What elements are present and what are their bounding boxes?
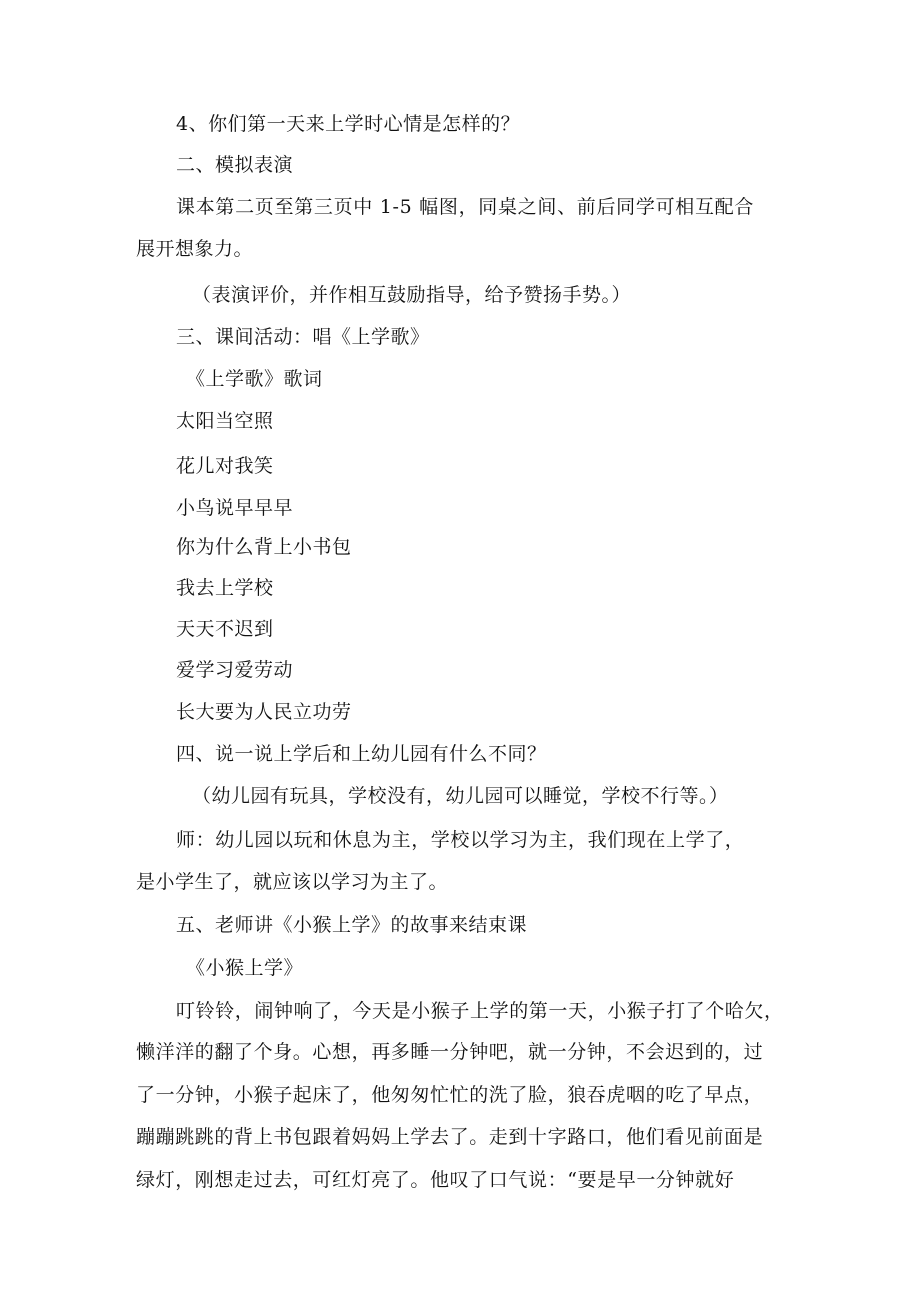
note-line: （表演评价，并作相互鼓励指导，给予赞扬手势。） — [192, 284, 632, 306]
paragraph-line: 师：幼儿园以玩和休息为主，学校以学习为主，我们现在上学了， — [176, 829, 745, 851]
question-4-line: 4、你们第一天来上学时心情是怎样的？ — [176, 113, 521, 135]
lyrics-title: 《上学歌》歌词 — [186, 368, 323, 390]
lyrics-line: 花儿对我笑 — [176, 455, 274, 477]
note-line: （幼儿园有玩具，学校没有，幼儿园可以睡觉，学校不行等。） — [192, 785, 729, 807]
lyrics-line: 小鸟说早早早 — [176, 497, 294, 519]
lyrics-line: 长大要为人民立功劳 — [176, 701, 352, 723]
lyrics-line: 我去上学校 — [176, 577, 274, 599]
story-line: 蹦蹦跳跳的背上书包跟着妈妈上学去了。走到十字路口，他们看见前面是 — [136, 1126, 764, 1148]
story-line: 了一分钟，小猴子起床了，他匆匆忙忙的洗了脸，狼吞虎咽的吃了早点， — [136, 1084, 764, 1106]
lyrics-line: 天天不迟到 — [176, 618, 274, 640]
lyrics-line: 太阳当空照 — [176, 410, 274, 432]
story-title: 《小猴上学》 — [186, 957, 304, 979]
paragraph-line: 是小学生了，就应该以学习为主了。 — [136, 871, 449, 893]
story-line: 绿灯，刚想走过去，可红灯亮了。他叹了口气说：“要是早一分钟就好 — [136, 1169, 735, 1191]
paragraph-line: 展开想象力。 — [136, 238, 254, 260]
section-2-heading: 二、模拟表演 — [176, 154, 294, 176]
section-4-heading: 四、说一说上学后和上幼儿园有什么不同？ — [176, 743, 547, 765]
paragraph-line: 课本第二页至第三页中 1-5 幅图，同桌之间、前后同学可相互配合 — [176, 196, 755, 218]
section-5-heading: 五、老师讲《小猴上学》的故事来结束课 — [176, 914, 528, 936]
section-3-heading: 三、课间活动：唱《上学歌》 — [176, 326, 430, 348]
lyrics-line: 你为什么背上小书包 — [176, 536, 352, 558]
lyrics-line: 爱学习爱劳动 — [176, 659, 294, 681]
story-line: 懒洋洋的翻了个身。心想，再多睡一分钟吧，就一分钟，不会迟到的，过 — [136, 1041, 764, 1063]
story-line: 叮铃铃，闹钟响了，今天是小猴子上学的第一天，小猴子打了个哈欠， — [176, 1000, 784, 1022]
